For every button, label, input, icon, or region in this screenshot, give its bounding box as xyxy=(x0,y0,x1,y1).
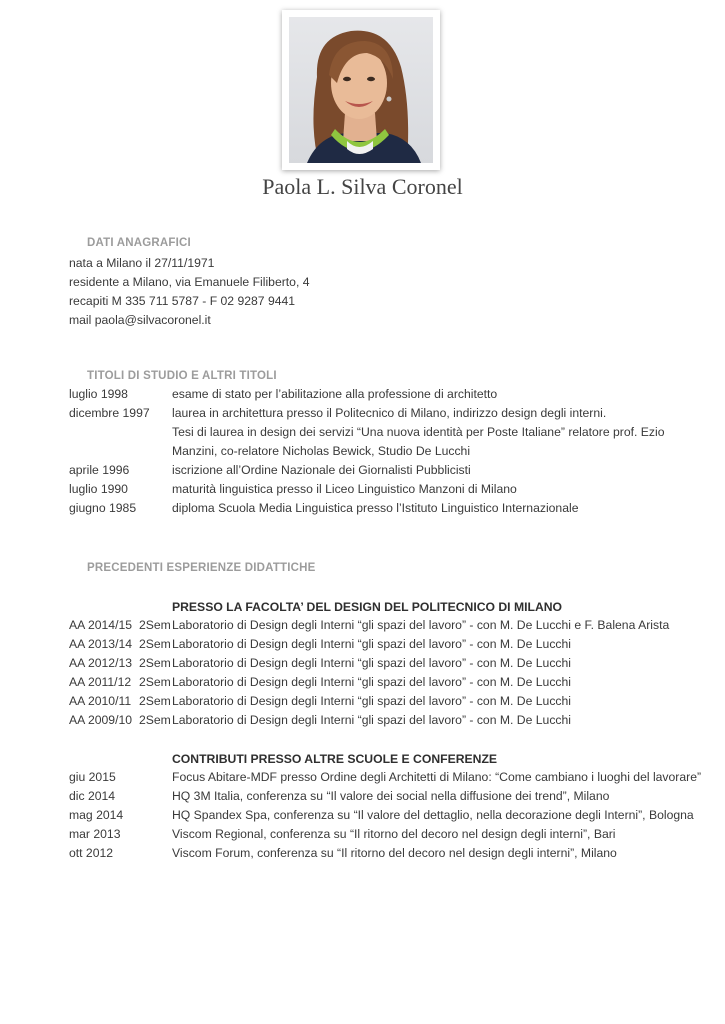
list-item xyxy=(0,501,725,520)
contributo-text: HQ Spandex Spa, conferenza su “Il valore del dettaglio, nella decorazione degli Interni”, Bologna xyxy=(172,808,694,822)
contributo-text: Focus Abitare-MDF presso Ordine degli Architetti di Milano: “Come cambiano i luoghi del lavorare” xyxy=(172,770,702,784)
course-year: AA 2013/14 xyxy=(69,637,133,651)
table-row xyxy=(0,713,725,732)
course-year: AA 2012/13 xyxy=(69,656,133,670)
table-row xyxy=(0,675,725,694)
titolo-text: laurea in architettura presso il Politecnico di Milano, indirizzo design degli interni. xyxy=(172,406,607,420)
table-row xyxy=(0,618,725,637)
list-item xyxy=(0,463,725,482)
list-item xyxy=(0,482,725,501)
titolo-date: aprile 1996 xyxy=(69,463,130,477)
table-row xyxy=(0,637,725,656)
course-text: Laboratorio di Design degli Interni “gli spazi del lavoro” - con M. De Lucchi xyxy=(172,694,571,708)
contributo-date: dic 2014 xyxy=(69,789,116,803)
person-name: Paola L. Silva Coronel xyxy=(262,174,463,199)
anagrafici-address: residente a Milano, via Emanuele Filiberto, 4 xyxy=(69,275,310,289)
subheading-politecnico: PRESSO LA FACOLTA’ DEL DESIGN DEL POLITECNICO DI MILANO xyxy=(172,600,563,614)
table-row xyxy=(0,846,725,865)
portrait-photo xyxy=(289,17,433,163)
titolo-date: luglio 1998 xyxy=(69,387,128,401)
course-semester: 2Sem xyxy=(139,713,171,727)
portrait-photo-frame xyxy=(282,10,440,170)
course-year: AA 2014/15 xyxy=(69,618,133,632)
titolo-text: diploma Scuola Media Linguistica presso l’Istituto Linguistico Internazionale xyxy=(172,501,579,515)
anagrafici-phones: recapiti M 335 711 5787 - F 02 9287 9441 xyxy=(69,294,296,308)
contributo-date: mag 2014 xyxy=(69,808,124,822)
table-row xyxy=(0,770,725,789)
course-text: Laboratorio di Design degli Interni “gli spazi del lavoro” - con M. De Lucchi xyxy=(172,637,571,651)
course-year: AA 2011/12 xyxy=(69,675,132,689)
titolo-date: giugno 1985 xyxy=(69,501,137,515)
subheading-contributi: CONTRIBUTI PRESSO ALTRE SCUOLE E CONFERENZE xyxy=(172,752,498,766)
contributo-date: ott 2012 xyxy=(69,846,114,860)
section-heading-anagrafici: DATI ANAGRAFICI xyxy=(87,237,191,249)
titolo-text: Manzini, co-relatore Nicholas Bewick, Studio De Lucchi xyxy=(172,444,471,458)
titolo-date: dicembre 1997 xyxy=(69,406,150,420)
table-row xyxy=(0,827,725,846)
table-row xyxy=(0,656,725,675)
course-semester: 2Sem xyxy=(139,656,171,670)
course-text: Laboratorio di Design degli Interni “gli spazi del lavoro” - con M. De Lucchi e F. Balena Arista xyxy=(172,618,670,632)
titolo-text: Tesi di laurea in design dei servizi “Una nuova identità per Poste Italiane” relatore prof. Ezio xyxy=(172,425,665,439)
contributo-text: HQ 3M Italia, conferenza su “Il valore dei social nella diffusione dei trend”, Milano xyxy=(172,789,610,803)
titolo-date: luglio 1990 xyxy=(69,482,128,496)
course-text: Laboratorio di Design degli Interni “gli spazi del lavoro” - con M. De Lucchi xyxy=(172,656,571,670)
anagrafici-birth: nata a Milano il 27/11/1971 xyxy=(69,256,215,270)
table-row xyxy=(0,694,725,713)
table-row xyxy=(0,789,725,808)
section-heading-didattiche: PRECEDENTI ESPERIENZE DIDATTICHE xyxy=(87,562,316,574)
table-row xyxy=(0,808,725,827)
anagrafici-email[interactable]: mail paola@silvacoronel.it xyxy=(69,313,211,327)
list-item xyxy=(0,425,725,444)
contributo-date: mar 2013 xyxy=(69,827,121,841)
course-year: AA 2009/10 xyxy=(69,713,133,727)
course-semester: 2Sem xyxy=(139,618,171,632)
course-semester: 2Sem xyxy=(139,694,171,708)
course-semester: 2Sem xyxy=(139,637,171,651)
course-semester: 2Sem xyxy=(139,675,171,689)
list-item xyxy=(0,387,725,406)
course-text: Laboratorio di Design degli Interni “gli spazi del lavoro” - con M. De Lucchi xyxy=(172,675,571,689)
contributo-text: Viscom Forum, conferenza su “Il ritorno del decoro nel design degli interni”, Milano xyxy=(172,846,617,860)
contributo-text: Viscom Regional, conferenza su “Il ritorno del decoro nel design degli interni”, Bari xyxy=(172,827,616,841)
section-heading-titoli: TITOLI DI STUDIO E ALTRI TITOLI xyxy=(87,370,277,382)
portrait-illustration xyxy=(289,17,433,163)
titolo-text: esame di stato per l’abilitazione alla professione di architetto xyxy=(172,387,498,401)
titolo-text: maturità linguistica presso il Liceo Linguistico Manzoni di Milano xyxy=(172,482,517,496)
course-text: Laboratorio di Design degli Interni “gli spazi del lavoro” - con M. De Lucchi xyxy=(172,713,571,727)
list-item xyxy=(0,406,725,425)
contributo-date: giu 2015 xyxy=(69,770,116,784)
titolo-text: iscrizione all’Ordine Nazionale dei Giornalisti Pubblicisti xyxy=(172,463,471,477)
course-year: AA 2010/11 xyxy=(69,694,132,708)
list-item xyxy=(0,444,725,463)
